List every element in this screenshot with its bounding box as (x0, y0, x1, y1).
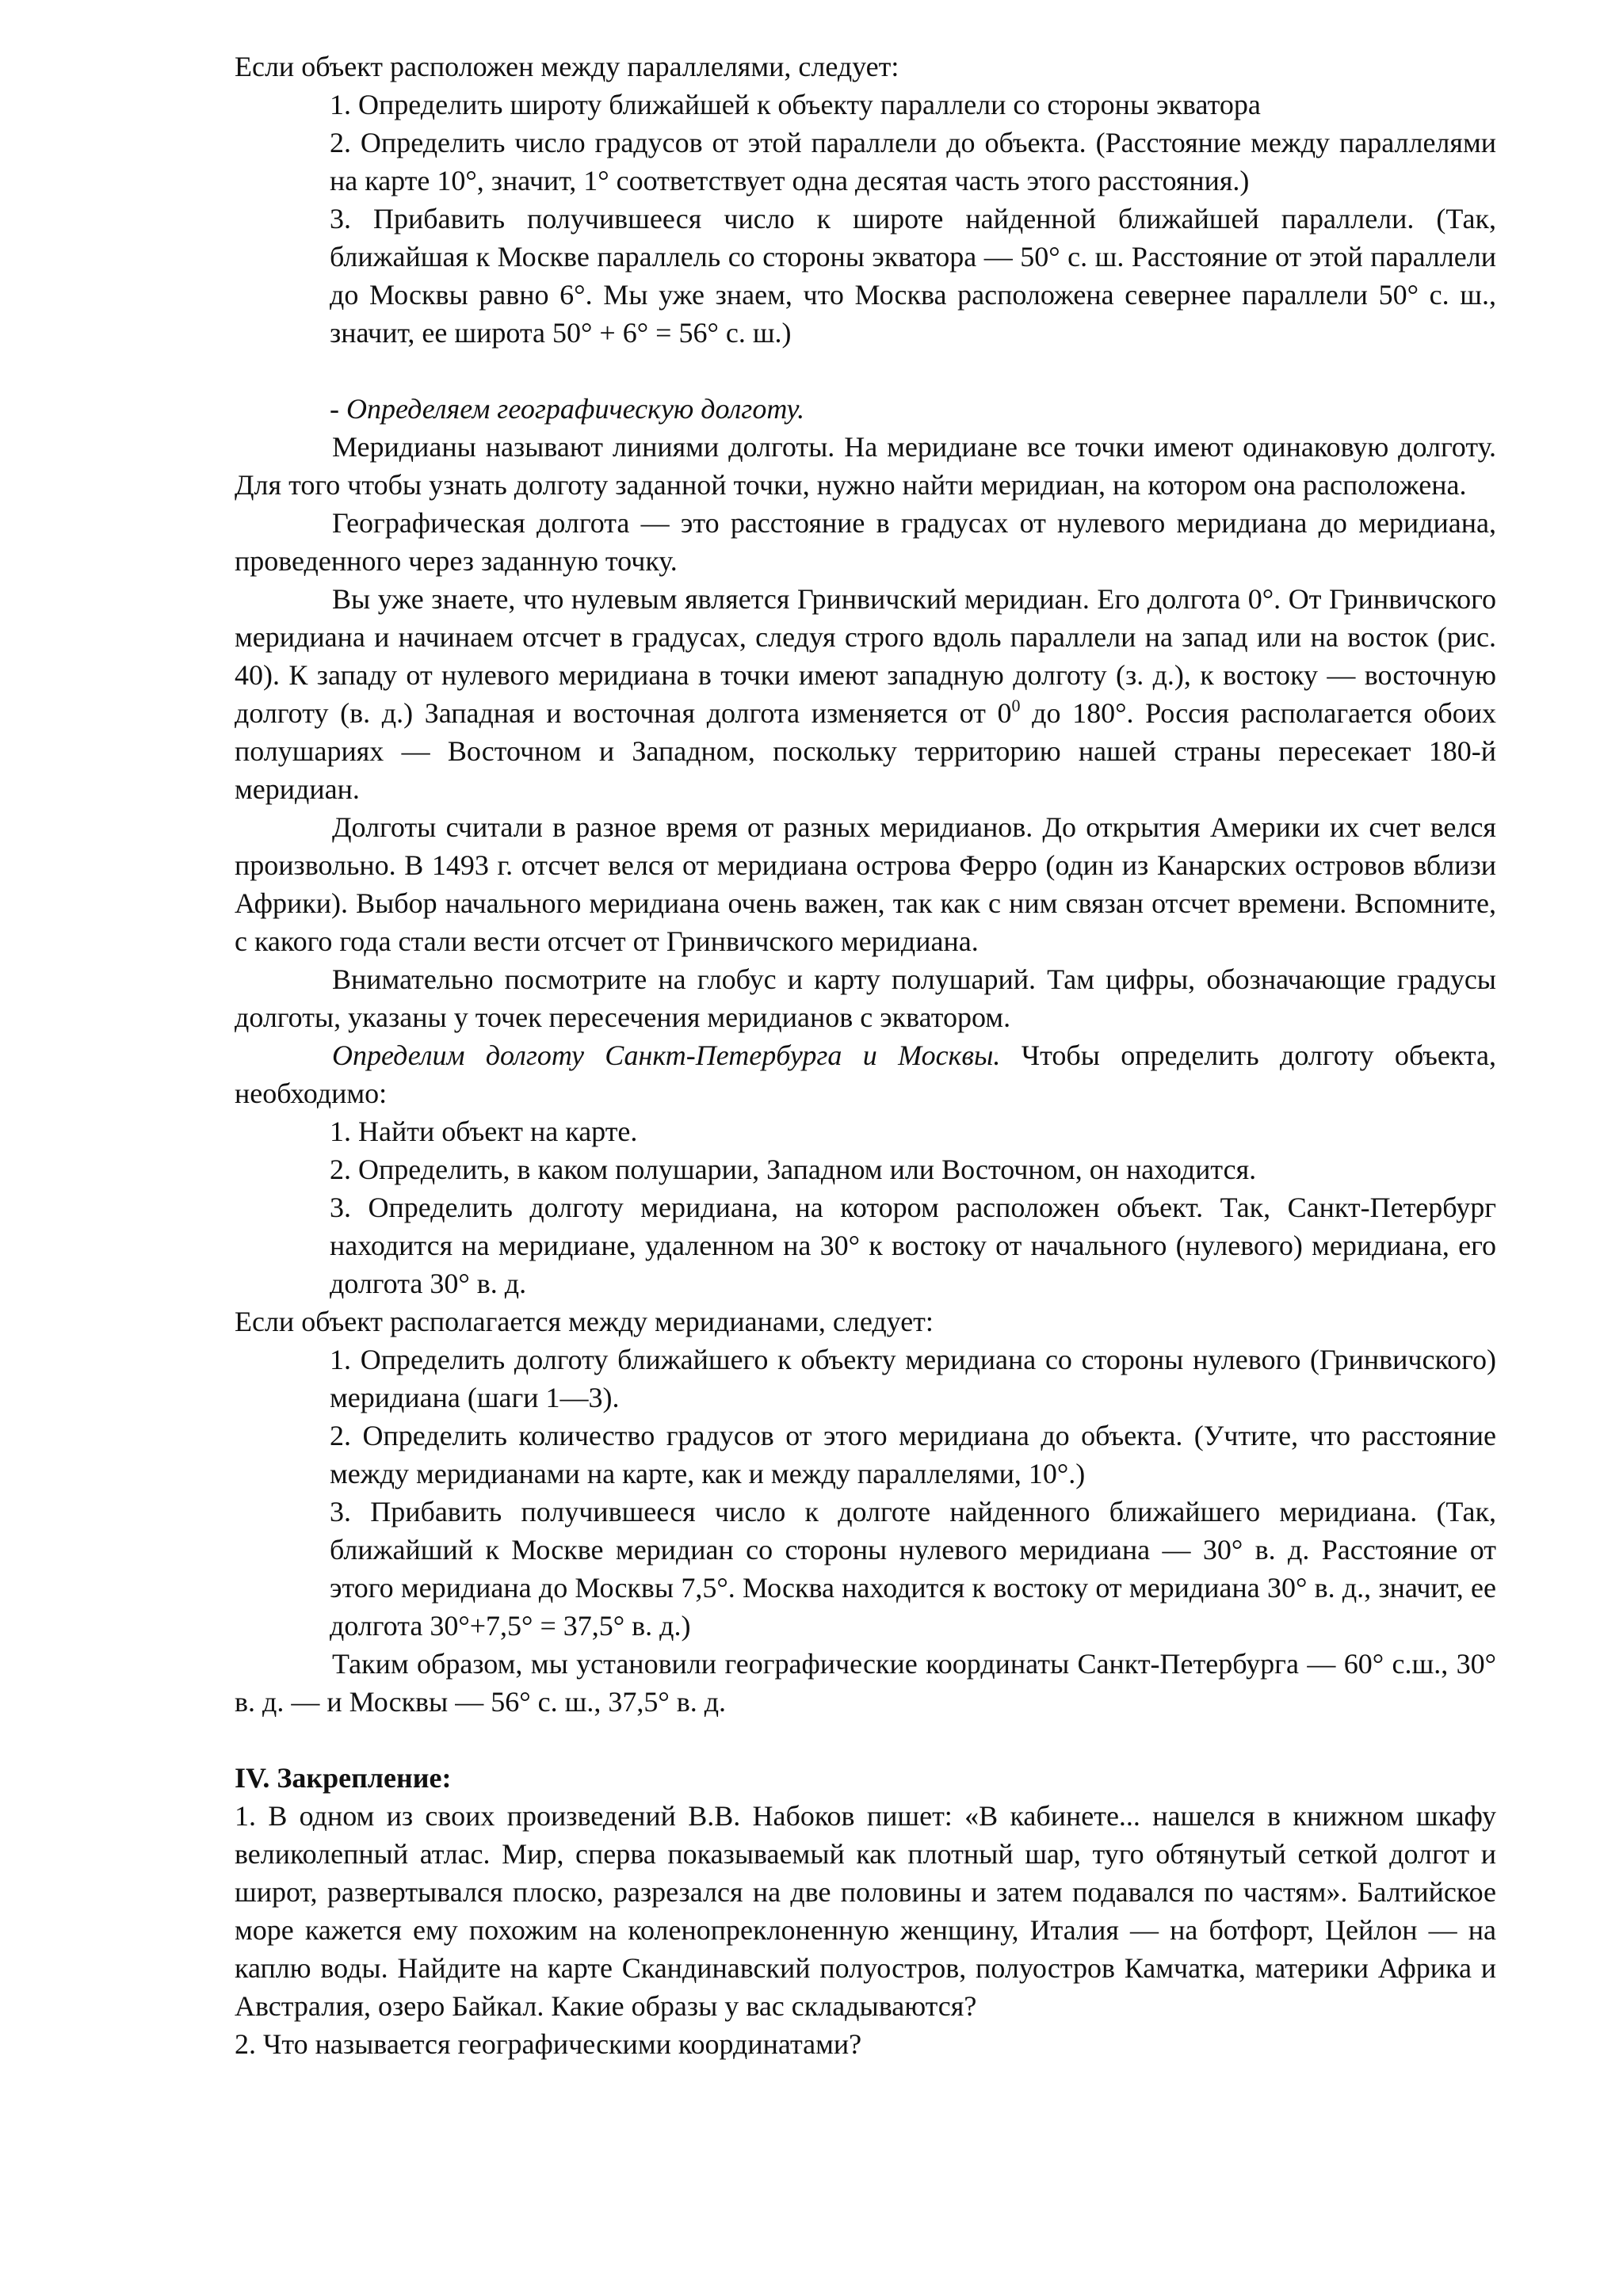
between-meridians-intro: Если объект располагается между меридианами, следует: (235, 1306, 934, 1337)
longitude-paragraph-4: Долготы считали в разное время от разных меридианов. До открытия Америки их счет велся произвольно. В 1493 г. отсчет велся от меридиана острова Ферро (один из Канарских островов вблизи Африки). Выбор начального меридиана очень важен, так как с ним связан отсчет времени. Вспомните, с какого года стали вести отсчет от Гринвичского меридиана. (235, 811, 1496, 957)
latitude-intro: Если объект расположен между параллелями, следует: (235, 51, 899, 82)
section-heading (235, 1759, 1496, 1797)
longitude-paragraph-3 (235, 580, 1496, 808)
longitude-step-2: 2. Определить, в каком полушарии, Западном или Восточном, он находится. (330, 1154, 1257, 1185)
latitude-step-2: 2. Определить число градусов от этой параллели до объекта. (Расстояние между параллелями на карте 10°, значит, 1° соответствует одна десятая часть этого расстояния.) (330, 127, 1496, 196)
paragraph-6-italic: Определим долготу Санкт-Петербурга и Москвы. (332, 1039, 1001, 1071)
question-1: 1. В одном из своих произведений В.В. Набоков пишет: «В кабинете... нашелся в книжном шкафу великолепный атлас. Мир, сперва показываемый как плотный шар, туго обтянутый сеткой долгот и широт, развертывался плоско, разрезался на две половины и затем подавался по частям». Балтийское море кажется ему похожим на коленопреклоненную женщину, Италия — на ботфорт, Цейлон — на каплю воды. Найдите на карте Скандинавский полуостров, полуостров Камчатка, материки Африка и Австралия, озеро Байкал. Какие образы у вас складываются? (235, 1800, 1496, 2022)
section-heading-text: IV. Закрепление: (235, 1762, 452, 1794)
degree-superscript: 0 (1011, 696, 1021, 715)
longitude-heading (330, 390, 1496, 428)
conclusion-paragraph: Таким образом, мы установили географические координаты Санкт-Петербурга — 60° с.ш., 30° в. д. — и Москвы — 56° с. ш., 37,5° в. д. (235, 1648, 1496, 1718)
longitude-paragraph-1: Меридианы называют линиями долготы. На меридиане все точки имеют одинаковую долготу. Для того чтобы узнать долготу заданной точки, нужно найти меридиан, на котором она расположена. (235, 431, 1496, 501)
spacer (235, 352, 1496, 390)
longitude-heading-text: - Определяем географическую долготу. (330, 393, 805, 425)
paragraph-3-text-after: до 180°. Россия располагается обоих полушариях — Восточном и Западном, поскольку территорию нашей страны пересекает 180-й меридиан. (235, 697, 1496, 805)
paragraph-6-rest: Чтобы определить долготу объекта, необходимо: (235, 1039, 1496, 1109)
longitude-paragraph-2: Географическая долгота — это расстояние в градусах от нулевого меридиана до меридиана, проведенного через заданную точку. (235, 507, 1496, 577)
question-2: 2. Что называется географическими координатами? (235, 2028, 862, 2060)
longitude-step-3: 3. Определить долготу меридиана, на котором расположен объект. Так, Санкт-Петербург находится на меридиане, удаленном на 30° к востоку от начального (нулевого) меридиана, его долгота 30° в. д. (330, 1192, 1496, 1299)
latitude-step-1: 1. Определить широту ближайшей к объекту параллели со стороны экватора (330, 89, 1261, 120)
latitude-step-3: 3. Прибавить получившееся число к широте найденной ближайшей параллели. (Так, ближайшая к Москве параллель со стороны экватора — 50° с. ш. Расстояние от этой параллели до Москвы равно 6°. Мы уже знаем, что Москва расположена севернее параллели 50° с. ш., значит, ее широта 50° + 6° = 56° с. ш.) (330, 203, 1496, 349)
between-step-2: 2. Определить количество градусов от этого меридиана до объекта. (Учтите, что расстояние между меридианами на карте, как и между параллелями, 10°.) (330, 1420, 1496, 1489)
between-step-1: 1. Определить долготу ближайшего к объекту меридиана со стороны нулевого (Гринвичского) меридиана (шаги 1—3). (330, 1344, 1496, 1413)
longitude-paragraph-5: Внимательно посмотрите на глобус и карту полушарий. Там цифры, обозначающие градусы долготы, указаны у точек пересечения меридианов с экватором. (235, 963, 1496, 1033)
longitude-step-1: 1. Найти объект на карте. (330, 1116, 638, 1147)
spacer (235, 1721, 1496, 1759)
between-step-3: 3. Прибавить получившееся число к долготе найденного ближайшего меридиана. (Так, ближайший к Москве меридиан со стороны нулевого меридиана — 30° в. д. Расстояние от этого меридиана до Москвы 7,5°. Москва находится к востоку от меридиана 30° в. д., значит, ее долгота 30°+7,5° = 37,5° в. д.) (330, 1496, 1496, 1642)
paragraph-3-text-before: Вы уже знаете, что нулевым является Гринвичский меридиан. Его долгота 0°. От Гринвичского меридиана и начинаем отсчет в градусах, следуя строго вдоль параллели на запад или на восток (рис. 40). К западу от нулевого меридиана в точки имеют западную долготу (з. д.), к востоку — восточную долготу (в. д.) Западная и восточная долгота изменяется от 0 (235, 583, 1496, 729)
longitude-paragraph-6 (235, 1036, 1496, 1112)
